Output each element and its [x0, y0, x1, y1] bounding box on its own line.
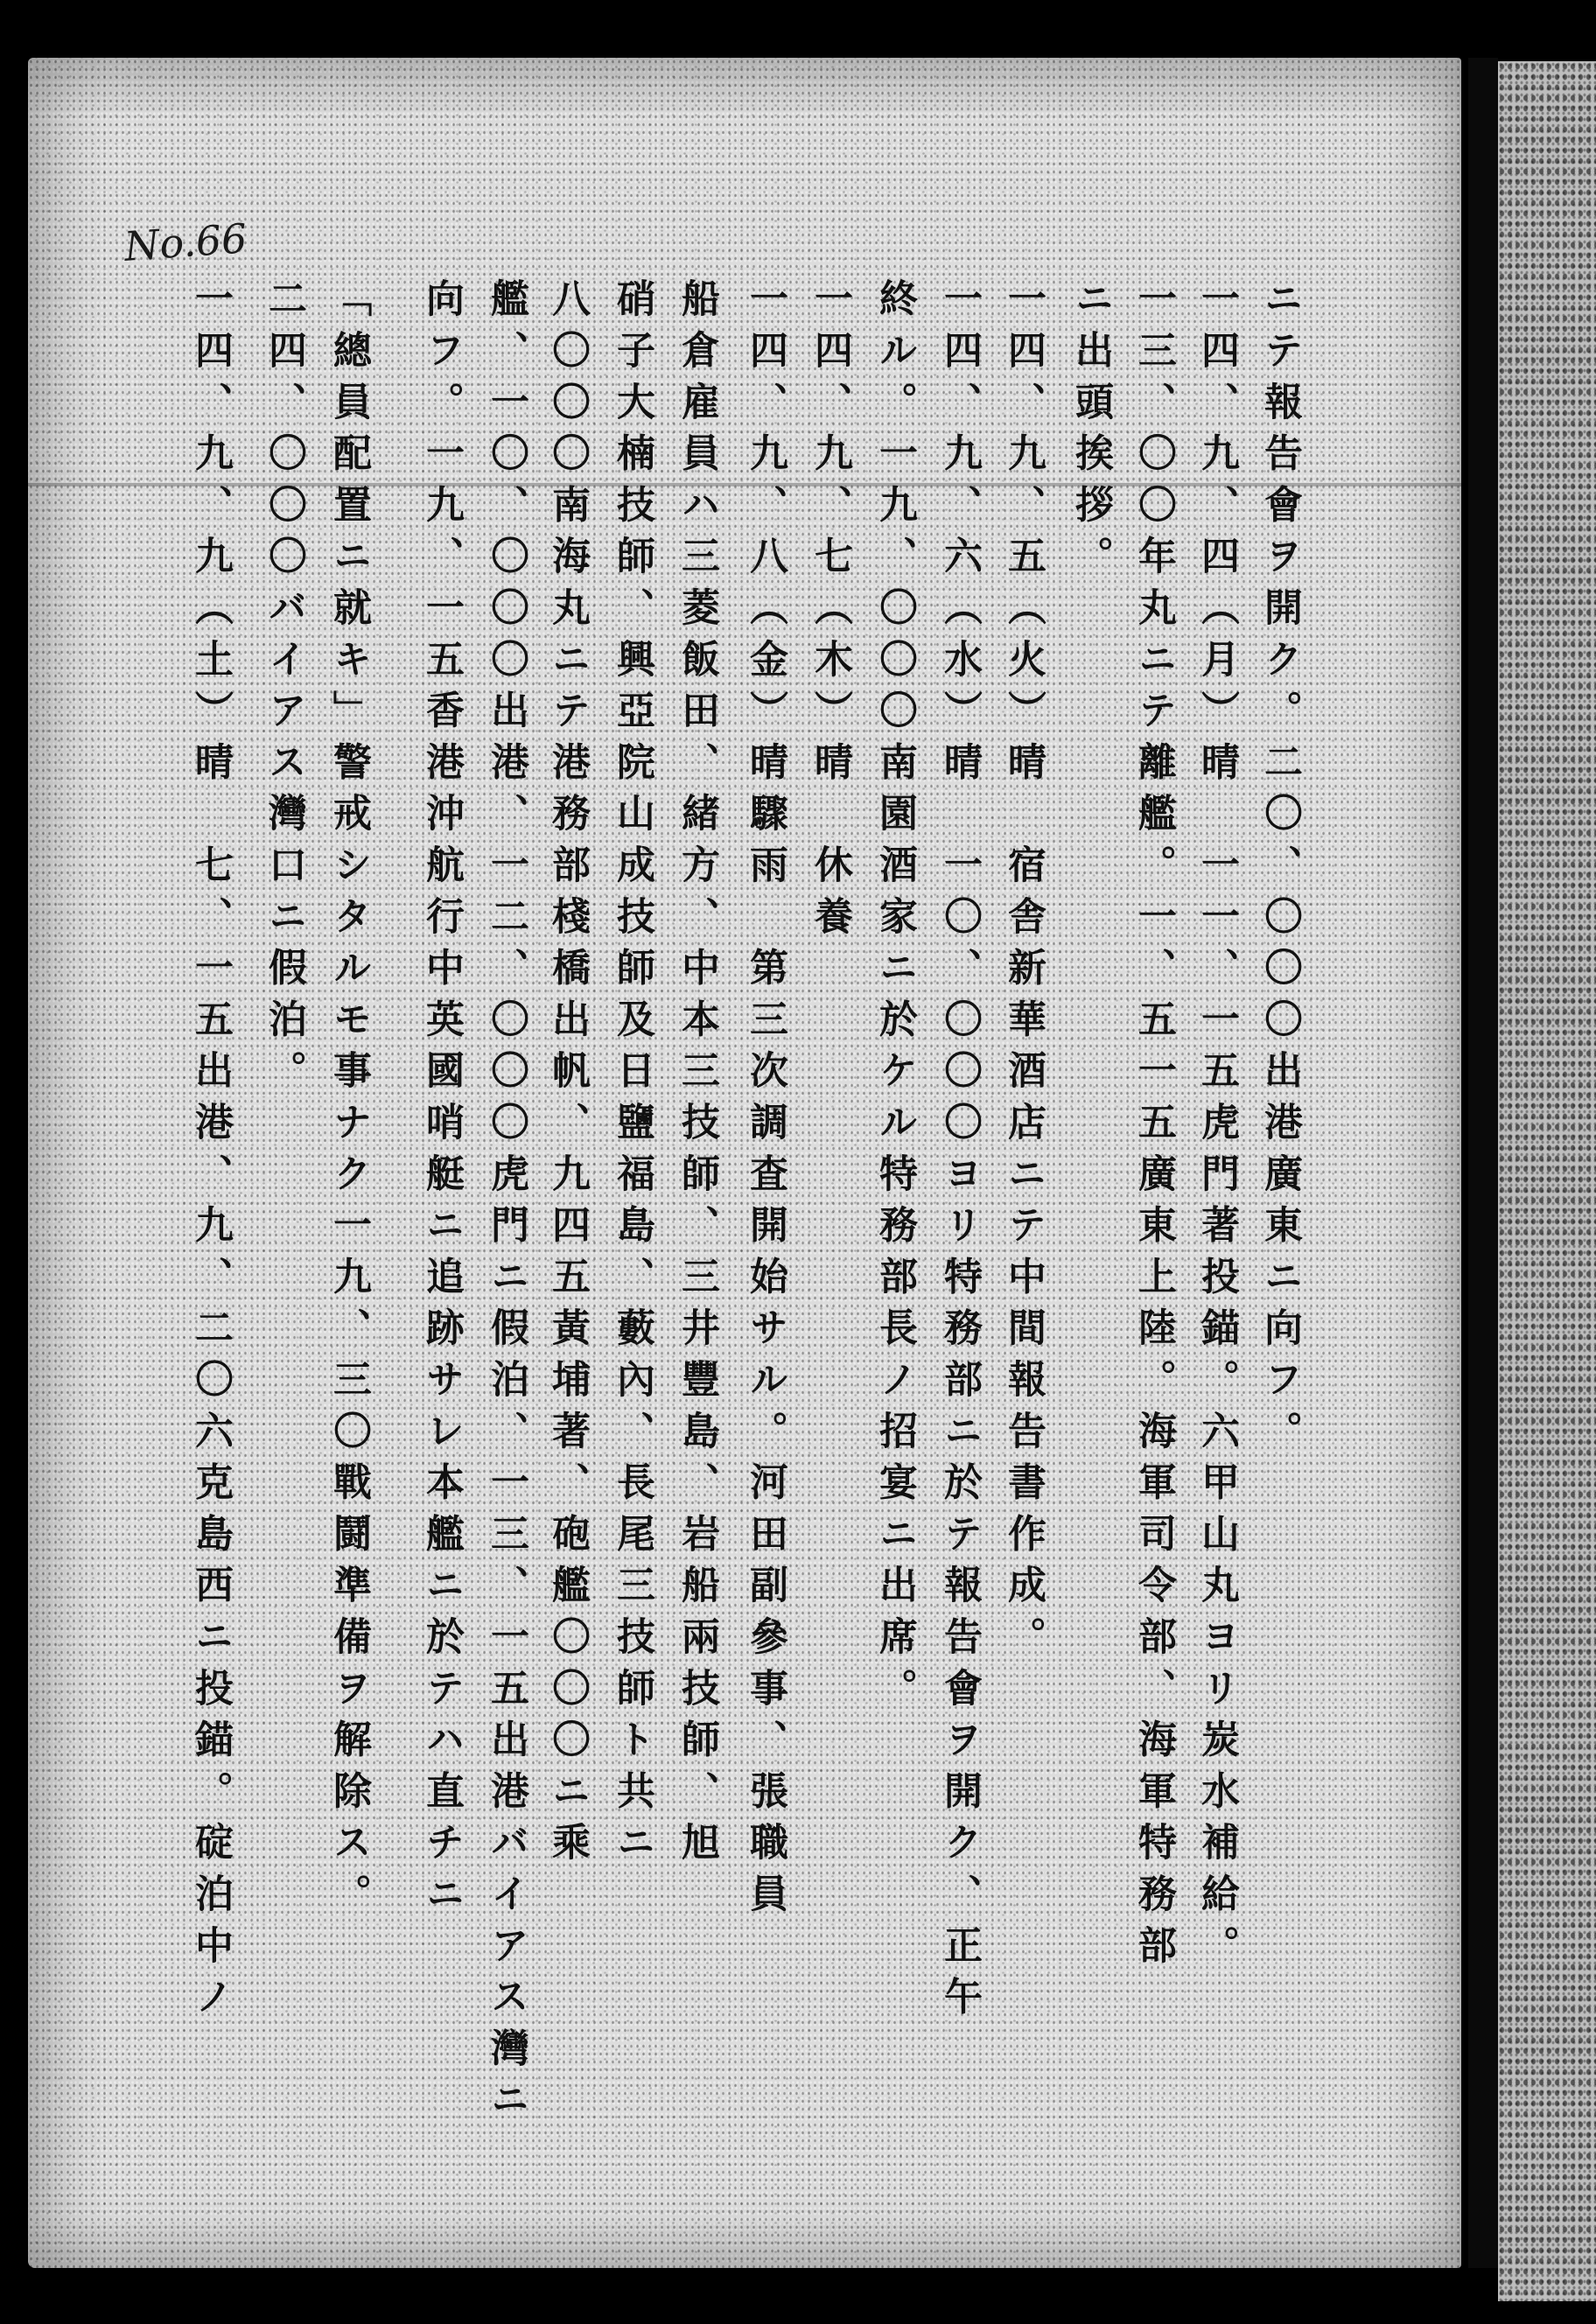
text-column: ニテ報告會ヲ開ク。二〇、〇〇〇出港廣東ニ向フ。 — [1257, 278, 1302, 1462]
adjacent-page-edge — [1498, 61, 1596, 2301]
text-column: 一四、九、六（水）晴 一〇、〇〇〇ヨリ特務部ニ於テ報告會ヲ開ク、正午 — [937, 278, 982, 2028]
text-column: 一四、九、九（土）晴 七、一五出港、九、二〇六克島西ニ投錨。碇泊中ノ — [188, 278, 233, 2028]
text-column: 一四、九、五（火）晴 宿舎新華酒店ニテ中間報告書作成。 — [1001, 278, 1046, 1668]
text-column: 一三、〇〇年丸ニテ離艦。一、五一五廣東上陸。海軍司令部、海軍特務部 — [1131, 278, 1176, 1977]
text-column: 八〇〇〇南海丸ニテ港務部棧橋出帆、九四五黃埔著、砲艦〇〇〇ニ乘 — [545, 278, 590, 1873]
text-column: ニ出頭挨拶。 — [1068, 278, 1113, 587]
text-column: 硝子大楠技師、興亞院山成技師及日鹽福島、藪內、長尾三技師ト共ニ — [610, 278, 654, 1873]
text-column: 「總員配置ニ就キ」警戒シタルモ事ナク一九、三〇戰鬪準備ヲ解除ス。 — [326, 278, 371, 1925]
text-column: 一四、九、四（月）晴 一一、一五虎門著投錨。六甲山丸ヨリ炭水補給。 — [1194, 278, 1239, 1977]
text-column: 一四、九、八（金）晴驟雨 第三次調査開始サル。河田副參事、張職員 — [743, 278, 788, 1925]
text-column: 終ル。一九、〇〇〇南園酒家ニ於ケル特務部長ノ招宴ニ出席。 — [872, 278, 917, 1719]
page-spine — [1468, 58, 1498, 2268]
text-column: 船倉雇員ハ三菱飯田、緒方、中本三技師、三井豐島、岩船兩技師、旭 — [675, 278, 719, 1873]
text-column: 二四、〇〇〇バイアス灣口ニ假泊。 — [262, 278, 306, 1102]
page-number: No.66 — [122, 214, 249, 270]
text-column: 向フ。一九、一五香港沖航行中英國哨艇ニ追跡サレ本艦ニ於テハ直チニ — [419, 278, 464, 1925]
text-column: 艦、一〇、〇〇〇出港、一二、〇〇〇虎門ニ假泊、一三、一五出港バイアス灣ニ — [484, 278, 528, 2131]
text-column: 一四、九、七（木）晴 休養 — [808, 278, 852, 948]
